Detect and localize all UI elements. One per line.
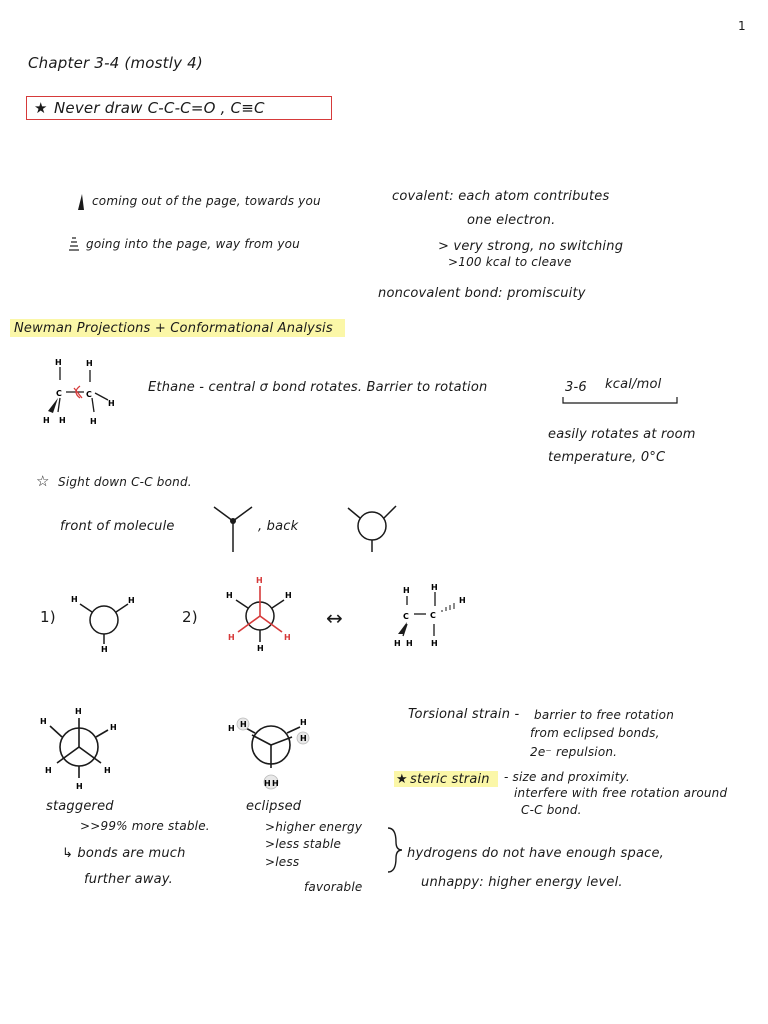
- steric-line1: - size and proximity.: [504, 770, 630, 784]
- warning-star-icon: ★: [34, 99, 48, 117]
- barrier-unit: kcal/mol: [605, 377, 662, 392]
- atom-h: H: [45, 766, 52, 775]
- torsional-line3: 2e⁻ repulsion.: [530, 745, 618, 759]
- atom-c: C: [86, 390, 92, 399]
- torsional-label: Torsional strain -: [408, 707, 520, 722]
- atom-h: H: [300, 718, 307, 727]
- back-label: , back: [258, 519, 299, 534]
- staggered-note1: >>99% more stable.: [80, 819, 210, 833]
- atom-h: H: [128, 596, 135, 605]
- atom-c: C: [430, 611, 436, 620]
- barrier-value: 3-6: [565, 380, 587, 395]
- torsional-line1: barrier to free rotation: [534, 708, 675, 722]
- atom-h: H: [403, 586, 410, 595]
- atom-h: H: [76, 782, 83, 791]
- eclipsed-label: eclipsed: [246, 799, 302, 814]
- front-label: front of molecule: [60, 519, 175, 534]
- eclipsed-note2: >less stable: [265, 837, 342, 851]
- wedge-note: coming out of the page, towards you: [92, 194, 321, 208]
- atom-h: H: [40, 717, 47, 726]
- page-number: 1: [738, 19, 746, 33]
- sight-star-icon: ☆: [36, 472, 50, 490]
- sight-note: Sight down C-C bond.: [58, 475, 192, 489]
- hydrogens-line1: hydrogens do not have enough space,: [407, 846, 664, 861]
- atom-h: H: [59, 416, 66, 425]
- atom-h: H: [226, 591, 233, 600]
- atom-h: H: [228, 633, 235, 642]
- atom-h: H: [272, 779, 279, 788]
- atom-h: H: [406, 639, 413, 648]
- noncovalent-note: noncovalent bond: promiscuity: [378, 286, 586, 301]
- eclipsed-note1: >higher energy: [265, 820, 363, 834]
- atom-h: H: [284, 633, 291, 642]
- atom-h: H: [264, 779, 271, 788]
- atom-h: H: [101, 645, 108, 654]
- atom-h: H: [285, 591, 292, 600]
- atom-h: H: [104, 766, 111, 775]
- equilibrium-arrow: ↔: [326, 606, 343, 630]
- hydrogens-line2: unhappy: higher energy level.: [421, 875, 623, 890]
- dash-note: going into the page, way from you: [86, 237, 300, 251]
- atom-h: H: [256, 576, 263, 585]
- atom-h: H: [228, 724, 235, 733]
- atom-c: C: [403, 612, 409, 621]
- steric-line2: interfere with free rotation around: [514, 786, 728, 800]
- section-heading: Newman Projections + Conformational Analysis: [14, 321, 333, 336]
- steric-line3: C-C bond.: [521, 803, 582, 817]
- covalent-line4: >100 kcal to cleave: [448, 255, 572, 269]
- staggered-note3: further away.: [84, 872, 173, 887]
- atom-h: H: [300, 734, 307, 743]
- atom-h: H: [108, 399, 115, 408]
- room-temp-line1: easily rotates at room: [548, 427, 696, 442]
- atom-h: H: [55, 358, 62, 367]
- staggered-label: staggered: [46, 799, 114, 814]
- room-temp-line2: temperature, 0°C: [548, 450, 666, 465]
- chapter-title: Chapter 3-4 (mostly 4): [28, 54, 203, 72]
- atom-h: H: [459, 596, 466, 605]
- warning-text: Never draw C-C-C=O , C≡C: [54, 99, 265, 117]
- eclipsed-note4: favorable: [304, 880, 363, 894]
- torsional-line2: from eclipsed bonds,: [530, 726, 660, 740]
- covalent-line1: covalent: each atom contributes: [392, 189, 610, 204]
- atom-h: H: [90, 417, 97, 426]
- steric-star-icon: ★: [396, 772, 408, 787]
- atom-h: H: [86, 359, 93, 368]
- atom-h: H: [43, 416, 50, 425]
- covalent-line2: one electron.: [467, 213, 556, 228]
- atom-c: C: [56, 389, 62, 398]
- atom-h: H: [240, 720, 247, 729]
- atom-h: H: [71, 595, 78, 604]
- atom-h: H: [431, 583, 438, 592]
- step-2-label: 2): [182, 608, 198, 626]
- eclipsed-note3: >less: [265, 855, 300, 869]
- atom-h: H: [257, 644, 264, 653]
- steric-label: steric strain: [410, 772, 490, 787]
- atom-h: H: [75, 707, 82, 716]
- atom-h: H: [110, 723, 117, 732]
- covalent-line3: > very strong, no switching: [438, 239, 624, 254]
- ethane-text: Ethane - central σ bond rotates. Barrier to rotation: [148, 380, 488, 395]
- atom-h: H: [394, 639, 401, 648]
- step-1-label: 1): [40, 608, 56, 626]
- staggered-note2: ↳ bonds are much: [62, 846, 186, 861]
- atom-h: H: [431, 639, 438, 648]
